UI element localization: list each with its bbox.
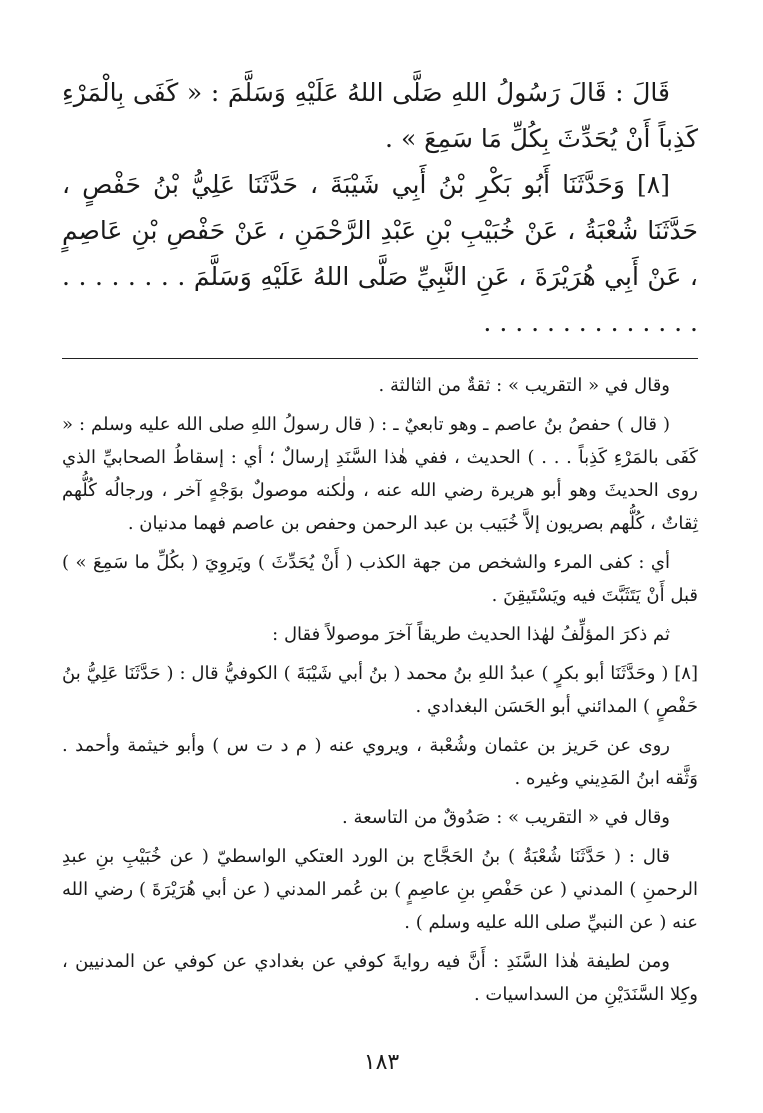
commentary xyxy=(62,369,698,1011)
commentary-paragraph: قال : ( حَدَّثَنَا شُعْبَةُ ) بنُ الحَجَّاج بن الورد العتكي الواسطيّ ( عن خُبَيْبِ بنِ عبدِ الرحمنِ ) المدني ( عن حَفْصِ بنِ عاصِمٍ ) بن عُمر المدني ( عن أبي هُرَيْرَةَ ) رضي الله عنه ( عن النبيِّ صلى الله عليه وسلم ) . xyxy=(62,846,698,933)
page-number: ١٨٣ xyxy=(363,1050,400,1075)
divider xyxy=(62,358,698,359)
hadith-line: قَالَ : قَالَ رَسُولُ اللهِ صَلَّى اللهُ عَلَيْهِ وَسَلَّمَ : « كَفَى بِالْمَرْءِ كَذِباً أَنْ يُحَدِّثَ بِكُلِّ مَا سَمِعَ » . xyxy=(62,78,698,153)
commentary-paragraph: وقال في « التقريب » : صَدُوقٌ من التاسعة . xyxy=(342,807,670,828)
commentary-paragraph: روى عن حَريز بن عثمان وشُعْبة ، ويروي عنه ( م د ت س ) وأبو خيثمة وأحمد . وَثَّقه ابنُ المَدِيني وغيره . xyxy=(62,735,698,789)
commentary-paragraph: وقال في « التقريب » : ثقةٌ من الثالثة . xyxy=(378,375,670,396)
commentary-paragraph: ثم ذكرَ المؤلِّفُ لهٰذا الحديث طريقاً آخرَ موصولاً فقال : xyxy=(272,624,670,645)
commentary-paragraph: ( قال ) حفصُ بنُ عاصم ـ وهو تابعيٌ ـ : ( قال رسولُ اللهِ صلى الله عليه وسلم : « كَفَى بالمَرْءِ كَذِباً . . . ) الحديث ، ففي هٰذا السَّنَدِ إرسالٌ ؛ أي : إسقاطُ الصحابيِّ الذي روى الحديثَ وهو أبو هريرة رضي الله عنه ، ولٰكنه موصولٌ بوَجْهٍ آخر ، ورجالُه كُلُّهم ثِقاتٌ ، كُلُّهم بصريون إلاَّ خُبَيب بن عبد الرحمن وحفص بن عاصم فهما مدنيان . xyxy=(62,414,698,534)
commentary-paragraph: أي : كفى المرء والشخص من جهة الكذب ( أَنْ يُحَدِّثَ ) ويَروِيَ ( بكُلِّ ما سَمِعَ » ) قبل أَنْ يَتَثَبَّتَ فيه ويَسْتَيقِنَ . xyxy=(62,552,698,606)
hadith-line: [٨] وَحَدَّثَنَا أَبُو بَكْرِ بْنُ أَبِي شَيْبَةَ ، حَدَّثَنَا عَلِيُّ بْنُ حَفْصٍ ، حَدَّثَنَا شُعْبَةُ ، عَنْ خُبَيْبِ بْنِ عَبْدِ الرَّحْمَنِ ، عَنْ حَفْصِ بْنِ عَاصِمٍ ، عَنْ أَبِي هُرَيْرَةَ ، عَنِ النَّبِيِّ صَلَّى اللهُ عَلَيْهِ وَسَلَّمَ . . . . . . . . . . . . . . . . . . . . . . xyxy=(62,170,698,337)
hadith-text xyxy=(62,70,698,346)
commentary-paragraph: [٨] ( وحَدَّثَنَا أبو بكرٍ ) عبدُ اللهِ بنُ محمد ( بنُ أبي شَيْبَةَ ) الكوفيُّ قال : ( حَدَّثَنَا عَلِيُّ بنُ حَفْصٍ ) المدائني أبو الحَسَن البغدادي . xyxy=(62,663,698,717)
commentary-paragraph: ومن لطيفة هٰذا السَّنَدِ : أَنَّ فيه روايةَ كوفي عن بغدادي عن كوفي عن المدنيين ، وكِلا السَّنَدَيْنِ من السداسيات . xyxy=(62,951,698,1005)
page-body xyxy=(62,70,698,1017)
